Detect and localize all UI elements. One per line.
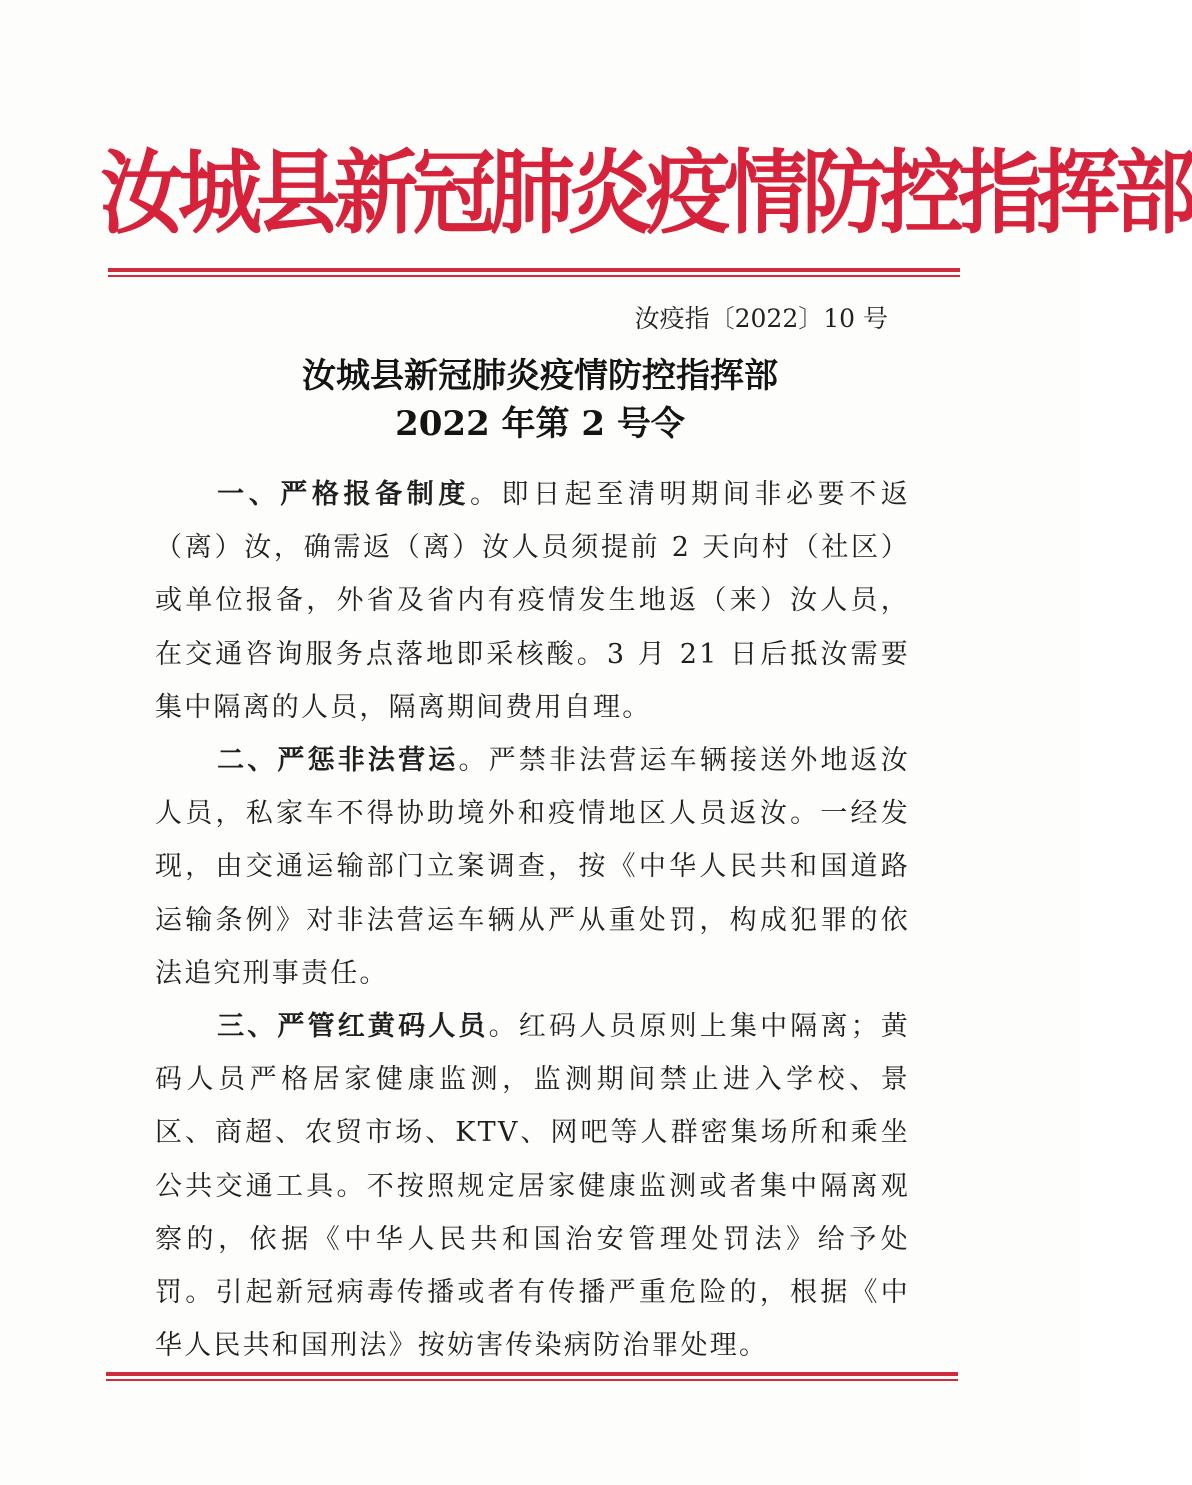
section-text-2: 。严禁非法营运车辆接送外地返汝人员，私家车不得协助境外和疫情地区人员返汝。一经发现，由交通运输部门立案调查，按《中华人民共和国道路运输条例》对非法营运车辆从严从重处罚，构成犯罪的依法追究刑事责任。 [155,745,911,989]
masthead-org-name: 汝城县新冠肺炎疫情防控指挥部 [100,139,1192,246]
document-body [155,468,910,1372]
section-paragraph-1 [155,468,910,734]
document-title-line2: 2022 年第 2 号令 [395,404,685,444]
section-paragraph-2 [155,734,910,1000]
section-paragraph-3 [155,1000,910,1372]
footer-rule-thin-line [106,1379,958,1381]
section-text-3: 。红码人员原则上集中隔离；黄码人员严格居家健康监测，监测期间禁止进入学校、景区、商超、农贸市场、KTV、网吧等人群密集场所和乘坐公共交通工具。不按照规定居家健康监测或者集中隔离观察的，依据《中华人民共和国治安管理处罚法》给予处罚。引起新冠病毒传播或者有传播严重危险的，根据《中华人民共和国刑法》按妨害传染病防治罪处理。 [155,1011,910,1362]
section-heading-2: 二、严惩非法营运 [217,745,459,777]
section-heading-1: 一、严格报备制度 [217,479,470,510]
red-rule-thin-line [108,275,960,277]
section-text-1: 。即日起至清明期间非必要不返（离）汝，确需返（离）汝人员须提前 2 天向村（社区）或单位报备，外省及省内有疫情发生地返（来）汝人员，在交通咨询服务点落地即采核酸。3 月 21 日后抵汝需要集中隔离的人员，隔离期间费用自理。 [155,479,910,723]
red-rule-thick-line [108,268,960,272]
document-title-line1: 汝城县新冠肺炎疫情防控指挥部 [302,356,778,396]
section-heading-3: 三、严管红黄码人员 [217,1011,489,1043]
document-number: 汝疫指〔2022〕10 号 [634,304,888,333]
masthead-red-rule [108,268,960,278]
footer-red-rule [106,1372,958,1382]
footer-rule-thick-line [106,1372,958,1376]
